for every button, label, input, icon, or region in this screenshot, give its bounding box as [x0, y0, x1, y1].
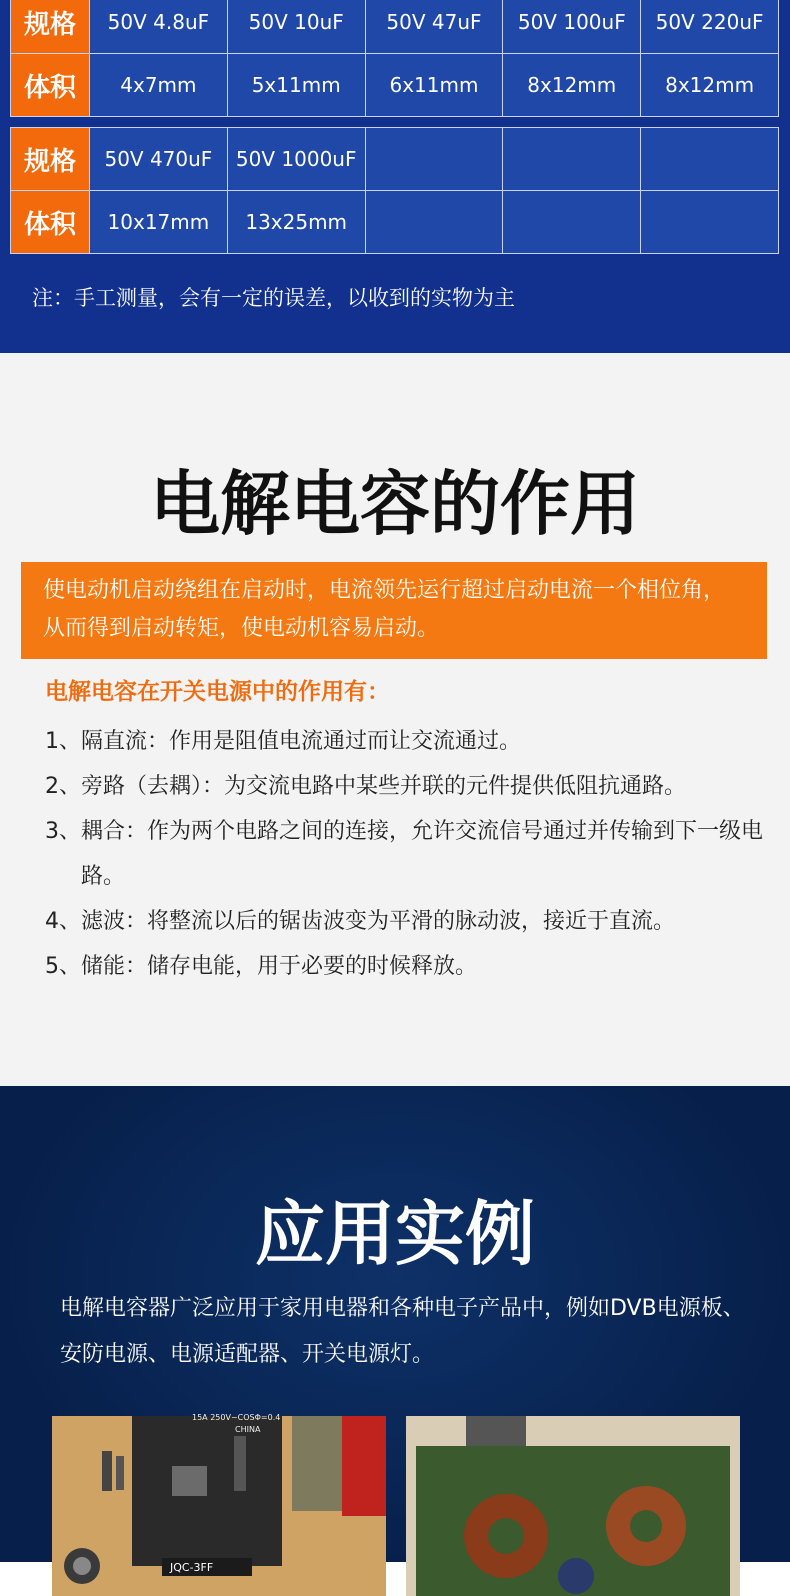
- spec-table-1: [10, 0, 779, 117]
- power-board-photo: [52, 1413, 386, 1596]
- row-header-size: 体积: [11, 54, 90, 117]
- table-cell: 13x25mm: [227, 191, 365, 254]
- table-cell: [641, 191, 779, 254]
- table-cell: 4x7mm: [90, 54, 228, 117]
- table-cell: 8x12mm: [503, 54, 641, 117]
- table-cell: 50V 47uF: [365, 0, 503, 54]
- list-item: 5、储能：储存电能，用于必要的时候释放。: [45, 954, 477, 979]
- application-title: 应用实例: [255, 1193, 535, 1275]
- table-cell: [365, 128, 503, 191]
- relay-model-text: JQC-3FF: [170, 1561, 214, 1574]
- table-cell: [503, 191, 641, 254]
- table-row: [11, 191, 779, 254]
- table-row: [11, 128, 779, 191]
- table-cell: 50V 1000uF: [227, 128, 365, 191]
- table-cell: [365, 191, 503, 254]
- table-cell: 50V 470uF: [90, 128, 228, 191]
- table-cell: 50V 100uF: [503, 0, 641, 54]
- spec-section: [0, 0, 790, 353]
- list-item: 1、隔直流：作用是阻值电流通过而让交流通过。: [45, 729, 521, 754]
- relay-country-text: CHINA: [235, 1425, 261, 1434]
- table-cell: 8x12mm: [641, 54, 779, 117]
- table-cell: 50V 10uF: [227, 0, 365, 54]
- application-section: [0, 1086, 790, 1574]
- function-section: [0, 353, 790, 1086]
- row-header-size: 体积: [11, 191, 90, 254]
- row-header-spec: 规格: [11, 128, 90, 191]
- measurement-note: 注：手工测量，会有一定的误差，以收到的实物为主: [32, 286, 515, 310]
- list-item: 3、耦合：作为两个电路之间的连接，允许交流信号通过并传输到下一级电路。: [45, 819, 763, 889]
- table-cell: 50V 220uF: [641, 0, 779, 54]
- function-subtitle: 电解电容在开关电源中的作用有：: [45, 679, 390, 705]
- table-cell: 50V 4.8uF: [90, 0, 228, 54]
- table-row: [11, 0, 779, 54]
- list-item: 4、滤波：将整流以后的锯齿波变为平滑的脉动波，接近于直流。: [45, 909, 675, 934]
- table-cell: [503, 128, 641, 191]
- relay-rating-text: 15A 250V~COSΦ=0.4: [192, 1413, 281, 1422]
- application-description: 电解电容器广泛应用于家用电器和各种电子产品中，例如DVB电源板、安防电源、电源适配器、开关电源灯。: [60, 1296, 745, 1367]
- highlight-box: 使电动机启动绕组在启动时，电流领先运行超过启动电流一个相位角，从而得到启动转矩，使电动机容易启动。: [21, 562, 767, 659]
- table-cell: 10x17mm: [90, 191, 228, 254]
- table-cell: 5x11mm: [227, 54, 365, 117]
- table-row: [11, 54, 779, 117]
- spec-table-2: [10, 127, 779, 254]
- function-list: [45, 719, 770, 989]
- row-header-spec: 规格: [11, 0, 90, 54]
- table-cell: [641, 128, 779, 191]
- function-title: 电解电容的作用: [150, 463, 640, 545]
- list-item: 2、旁路（去耦）：为交流电路中某些并联的元件提供低阻抗通路。: [45, 774, 686, 799]
- power-supply-photo: [406, 1416, 740, 1596]
- table-cell: 6x11mm: [365, 54, 503, 117]
